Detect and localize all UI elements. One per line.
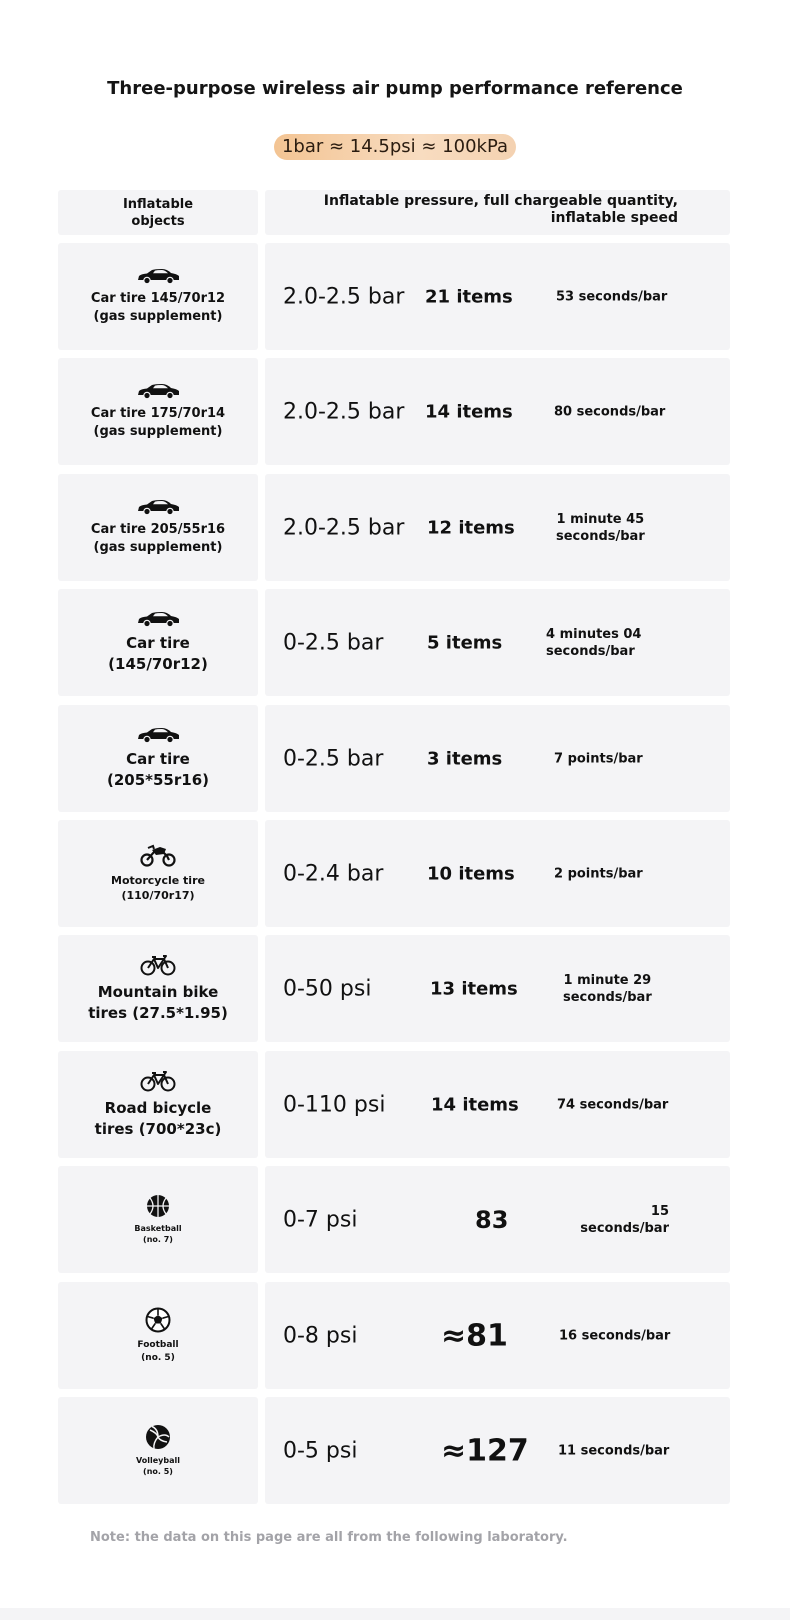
- motorcycle-icon: [140, 844, 176, 874]
- speed-line1: 11 seconds/bar: [558, 1443, 670, 1458]
- page-title: Three-purpose wireless air pump performance reference: [107, 78, 683, 99]
- object-label-line2: (gas supplement): [93, 308, 223, 324]
- data-cell: [265, 935, 730, 1042]
- object-cell: [58, 820, 258, 927]
- speed-line1: 4 minutes 04: [546, 626, 642, 642]
- quantity-value: 5 items: [427, 632, 503, 653]
- header-objects-line2: objects: [131, 213, 185, 229]
- object-label-line2: (145/70r12): [108, 654, 208, 673]
- object-label-line1: Volleyball: [136, 1455, 180, 1465]
- object-label-line1: Car tire 205/55r16: [90, 521, 226, 537]
- speed-line1: 1 minute 45: [556, 511, 645, 527]
- speed-line1: 2 points/bar: [554, 866, 643, 881]
- object-label-line2: (gas supplement): [93, 539, 223, 555]
- bicycle-icon: [140, 1070, 176, 1098]
- speed-line1: 53 seconds/bar: [556, 289, 668, 304]
- footnote: Note: the data on this page are all from the following laboratory.: [90, 1530, 568, 1545]
- object-label-line2: (205*55r16): [106, 770, 209, 789]
- object-cell: [58, 358, 258, 465]
- speed-line2: seconds/bar: [556, 528, 645, 544]
- data-cell: [265, 1166, 730, 1273]
- object-label-line1: Football: [137, 1340, 179, 1351]
- pressure-value: 0-110 psi: [283, 1092, 386, 1117]
- pressure-value: 2.0-2.5 bar: [283, 284, 405, 309]
- object-cell: [58, 935, 258, 1042]
- data-cell: [265, 589, 730, 696]
- speed-line2: seconds/bar: [546, 643, 635, 659]
- object-label-line1: Car tire: [126, 634, 190, 653]
- object-label-line2: tires (700*23c): [94, 1119, 222, 1138]
- quantity-value: ≈81: [441, 1318, 508, 1353]
- car-icon: [135, 383, 181, 405]
- object-label-line2: (gas supplement): [93, 423, 223, 439]
- pressure-value: 2.0-2.5 bar: [283, 399, 405, 424]
- header-data-cell: [265, 190, 730, 235]
- quantity-value: 13 items: [430, 978, 518, 999]
- object-cell: [58, 705, 258, 812]
- header-objects-line1: Inflatable: [122, 196, 194, 212]
- object-label-line1: Car tire 175/70r14: [90, 405, 226, 421]
- data-cell: [265, 358, 730, 465]
- data-cell: [265, 243, 730, 350]
- object-label-line2: tires (27.5*1.95): [88, 1003, 228, 1022]
- object-label-line1: Road bicycle: [104, 1099, 212, 1118]
- object-cell: [58, 243, 258, 350]
- header-objects-cell: [58, 190, 258, 235]
- data-cell: [265, 1282, 730, 1389]
- volleyball-icon: [145, 1424, 171, 1456]
- car-icon: [135, 727, 181, 749]
- car-icon: [135, 268, 181, 290]
- object-cell: [58, 589, 258, 696]
- object-cell: [58, 1397, 258, 1504]
- speed-line2: seconds/bar: [563, 989, 652, 1005]
- speed-line1: 7 points/bar: [554, 751, 643, 766]
- quantity-value: 14 items: [431, 1094, 519, 1115]
- quantity-value: 83: [475, 1205, 509, 1234]
- object-cell: [58, 1282, 258, 1389]
- data-cell: [265, 474, 730, 581]
- pressure-value: 0-8 psi: [283, 1323, 358, 1348]
- quantity-value: ≈127: [441, 1433, 529, 1468]
- header-data-line2: inflatable speed: [550, 210, 678, 226]
- speed-line1: 74 seconds/bar: [557, 1097, 669, 1112]
- pressure-value: 0-5 psi: [283, 1438, 358, 1463]
- pressure-value: 0-2.5 bar: [283, 630, 384, 655]
- data-cell: [265, 1051, 730, 1158]
- object-cell: [58, 1166, 258, 1273]
- object-label-line1: Car tire: [126, 750, 190, 769]
- bottom-strip: [0, 1608, 790, 1620]
- object-cell: [58, 474, 258, 581]
- object-label-line1: Basketball: [134, 1223, 182, 1233]
- conversion-badge: 1bar ≈ 14.5psi ≈ 100kPa: [274, 134, 516, 160]
- quantity-value: 3 items: [427, 748, 503, 769]
- pressure-value: 0-7 psi: [283, 1207, 358, 1232]
- object-label-line2: (no. 7): [143, 1234, 173, 1244]
- quantity-value: 12 items: [427, 517, 515, 538]
- pressure-value: 2.0-2.5 bar: [283, 515, 405, 540]
- object-cell: [58, 1051, 258, 1158]
- object-label-line1: Car tire 145/70r12: [90, 290, 226, 306]
- speed-line1: 80 seconds/bar: [554, 404, 666, 419]
- pressure-value: 0-50 psi: [283, 976, 372, 1001]
- quantity-value: 21 items: [425, 286, 513, 307]
- header-data-line1: Inflatable pressure, full chargeable quantity,: [323, 193, 678, 209]
- pressure-value: 0-2.4 bar: [283, 861, 384, 886]
- football-icon: [145, 1307, 171, 1339]
- car-icon: [135, 499, 181, 521]
- speed-line1: 1 minute 29: [563, 972, 652, 988]
- speed-line1: 16 seconds/bar: [559, 1328, 671, 1343]
- quantity-value: 10 items: [427, 863, 515, 884]
- speed-line2: seconds/bar: [580, 1220, 669, 1236]
- object-label-line1: Motorcycle tire: [111, 873, 205, 887]
- object-label-line2: (no. 5): [143, 1466, 173, 1476]
- object-label-line2: (110/70r17): [121, 888, 195, 902]
- data-cell: [265, 820, 730, 927]
- object-label-line2: (no. 5): [141, 1352, 175, 1363]
- basketball-icon: [146, 1194, 170, 1224]
- pressure-value: 0-2.5 bar: [283, 746, 384, 771]
- car-icon: [135, 611, 181, 633]
- object-label-line1: Mountain bike: [97, 983, 219, 1002]
- data-cell: [265, 1397, 730, 1504]
- bicycle-icon: [140, 954, 176, 982]
- speed-line1: 15: [650, 1203, 669, 1219]
- quantity-value: 14 items: [425, 401, 513, 422]
- data-cell: [265, 705, 730, 812]
